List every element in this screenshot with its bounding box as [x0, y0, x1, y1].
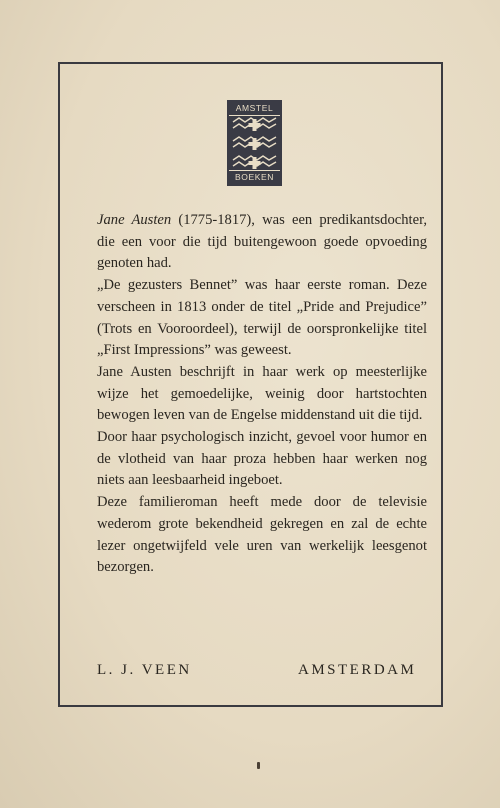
- logo-bottom-text: BOEKEN: [229, 170, 280, 184]
- publisher-name: L. J. VEEN: [97, 662, 192, 678]
- crosses-and-waves-emblem-icon: [229, 116, 280, 172]
- paragraph-first-novel: „De gezusters Bennet” was haar eerste roman. Deze verscheen in 1813 onder de titel „Pride and Prejudice” (Trots en Vooroordeel), terwijl de oorspronkelijke titel „First Impressions” was geweest.: [97, 277, 427, 359]
- logo-top-text: AMSTEL: [229, 102, 280, 116]
- ink-mark: [257, 762, 260, 769]
- paragraph-description: Jane Austen beschrijft in haar werk op meesterlijke wijze het gemoedelijke, weinig door hartstochten bewogen leven van de Engelse middenstand uit die tijd.: [97, 363, 427, 424]
- paragraph-intro: [97, 210, 427, 275]
- paragraph-television: Deze familieroman heeft mede door de televisie wederom grote bekendheid gekregen en zal de echte lezer ongetwijfeld vele uren van werkelijk leesgenot bezorgen.: [97, 494, 427, 576]
- author-name: Jane Austen: [97, 212, 172, 228]
- blurb-text: [97, 210, 427, 579]
- intro-rest: (1775-1817), was een predikantsdochter, die een voor die tijd buitengewoon goede opvoeding genoten had.: [97, 212, 427, 272]
- amstel-boeken-logo: [227, 100, 282, 186]
- publisher-city: AMSTERDAM: [298, 662, 417, 678]
- paragraph-style: Door haar psychologisch inzicht, gevoel voor humor en de vlotheid van haar proza hebben haar werken nog niets aan leesbaarheid ingeboet.: [97, 429, 427, 489]
